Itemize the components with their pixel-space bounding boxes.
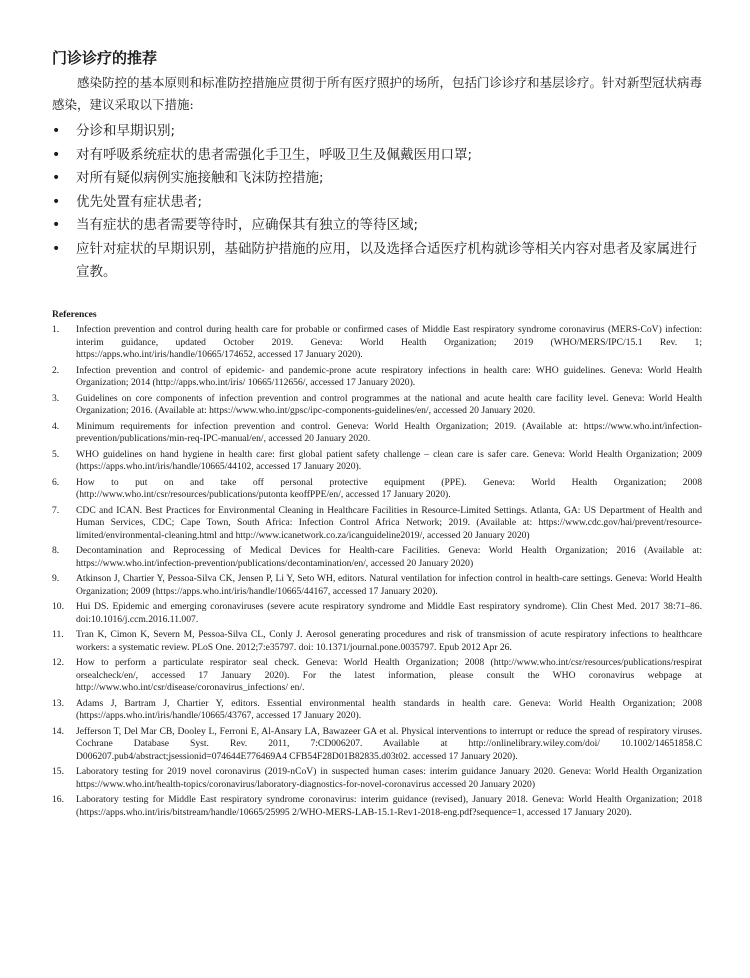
reference-item (52, 324, 702, 362)
reference-item (52, 601, 702, 626)
reference-text: Decontamination and Reprocessing of Medical Devices for Health-care Facilities. Geneva: World Health Organization; 2016 (Available at: https://www.who.int/infection-prevention/publications/decontamination/en/, accessed 20 January 2020) (76, 545, 702, 569)
reference-number: 13. (52, 697, 64, 709)
reference-text: Jefferson T, Del Mar CB, Dooley L, Ferroni E, Al-Ansary LA, Bawazeer GA et al. Physical interventions to interrupt or reduce the spread of respiratory viruses. Cochrane Database Syst. Rev. 2011, 7:CD006207. Available at http://onlinelibrary.wiley.com/doi/ 10.1002/14651858.C D006207.pub4/abstract;jsessionid=074644E776469A4 CFB54F28D01B82835.d03t02. accessed 17 January 2020). (76, 725, 702, 762)
reference-number: 4. (52, 420, 60, 432)
reference-number: 15. (52, 766, 64, 777)
reference-number: 16. (52, 794, 64, 805)
reference-item (52, 573, 702, 598)
measure-text: 对所有疑似病例实施接触和飞沫防控措施; (76, 170, 324, 186)
measure-text: 优先处置有症状患者; (76, 193, 203, 210)
bullet-icon: • (52, 217, 61, 233)
measure-text: 应针对症状的早期识别，基础防护措施的应用，以及选择合适医疗机构就诊等相关内容对患者及家属进行宣教。 (76, 240, 697, 280)
reference-item (52, 726, 702, 764)
reference-item (52, 698, 702, 723)
reference-item (52, 421, 702, 446)
measures-list (52, 120, 702, 285)
reference-number: 14. (52, 725, 64, 737)
measure-item (52, 214, 702, 238)
bullet-icon: • (52, 146, 61, 163)
reference-text: How to perform a particulate respirator seal check. Geneva: World Health Organization; 2008 (http://www.who.int/csr/resources/publications/respirat orsealcheck/en/, accessed 17 January 2020). For the latest information, please consult the WHO coronavirus webpage at http://www.who.int/csr/disease/coronavirus_infections/ en/. (76, 657, 702, 693)
reference-number: 7. (52, 504, 60, 516)
reference-text: Atkinson J, Chartier Y, Pessoa-Silva CK, Jensen P, Li Y, Seto WH, editors. Natural ventilation for infection control in health-care settings. Geneva: World Health Organization; 2009 (https://apps.who.int/iris/handle/10665/44167, accessed 17 January 2020). (76, 573, 702, 597)
reference-item (52, 477, 702, 502)
reference-number: 1. (52, 324, 60, 335)
reference-item (52, 766, 702, 791)
reference-text: Infection prevention and control during health care for probable or confirmed cases of Middle East respiratory syndrome coronavirus (MERS-CoV) infection: interim guidance, updated October 2019. Geneva: World Health Organization; 2019 (WHO/MERS/IPC/15.1 Rev. 1; https://apps.who.int/iris/handle/10665/174652, accessed 17 January 2020). (76, 324, 702, 360)
bullet-icon: • (52, 170, 61, 186)
bullet-icon: • (52, 240, 61, 257)
bullet-icon: • (52, 193, 61, 210)
measure-text: 分诊和早期识别; (76, 123, 176, 139)
reference-text: Tran K, Cimon K, Severn M, Pessoa-Silva CL, Conly J. Aerosol generating procedures and risk of transmission of acute respiratory infections to healthcare workers: a systematic review. PLoS One. 2012;7:e35797. doi: 10.1371/journal.pone.0035797. Epub 2012 Apr 26. (76, 629, 702, 653)
measure-item (52, 238, 702, 285)
measure-text: 当有症状的患者需要等待时，应确保其有独立的等待区域; (76, 217, 419, 233)
reference-number: 3. (52, 392, 60, 404)
reference-item (52, 794, 702, 819)
reference-number: 11. (52, 629, 64, 640)
reference-item (52, 449, 702, 474)
references-section (52, 309, 702, 820)
document-page (52, 48, 702, 822)
reference-item (52, 629, 702, 654)
reference-text: CDC and ICAN. Best Practices for Environmental Cleaning in Healthcare Facilities in Resource-Limited Settings. Atlanta, GA: US Department of Health and Human Services, CDC; Cape Town, South Africa: Infection Control Africa Network; 2019. (Available at: https://www.cdc.gov/hai/prevent/resource-limited/environmental-cleaning.html and http://www.icanetwork.co.za/icanguideline2019/, accessed 20 January 2020) (76, 504, 702, 541)
intro-paragraph: 感染防控的基本原则和标准防控措施应贯彻于所有医疗照护的场所，包括门诊诊疗和基层诊疗。针对新型冠状病毒感染，建议采取以下措施: (52, 75, 703, 112)
references-heading: References (52, 308, 97, 320)
measure-item (52, 144, 702, 168)
section-title: 门诊诊疗的推荐 (52, 49, 158, 67)
reference-number: 5. (52, 448, 60, 460)
reference-item (52, 505, 702, 543)
reference-number: 9. (52, 573, 60, 584)
reference-text: Laboratory testing for Middle East respiratory syndrome coronavirus: interim guidance (revised), January 2018. Geneva: World Health Organization; 2018 (https://apps.who.int/iris/bitstream/handle/10665/25995 2/WHO-MERS-LAB-15.1-Rev1-2018-eng.pdf?sequence=1, accessed 17 January 2020). (76, 794, 702, 818)
measure-item (52, 191, 702, 215)
reference-number: 6. (52, 476, 60, 488)
reference-text: Minimum requirements for infection prevention and control. Geneva: World Health Organization; 2019. (Available at: https://www.who.int/infection-prevention/publications/min-req-IPC-manual/en/, accessed 20 January 2020. (76, 420, 702, 444)
reference-item (52, 545, 702, 570)
reference-item (52, 657, 702, 695)
measure-item (52, 120, 702, 144)
reference-text: Adams J, Bartram J, Chartier Y, editors. Essential environmental health standards in health care. Geneva: World Health Organization; 2008 (https://apps.who.int/iris/handle/10665/43767, accessed 17 January 2020). (76, 697, 702, 721)
measure-text: 对有呼吸系统症状的患者需强化手卫生，呼吸卫生及佩戴医用口罩; (76, 146, 473, 163)
reference-number: 10. (52, 601, 64, 612)
reference-text: Laboratory testing for 2019 novel coronavirus (2019-nCoV) in suspected human cases: interim guidance January 2020. Geneva: World Health Organization https://www.who.int/health-topics/coronavirus/laboratory-diagnostics-for-novel-coronavirus accessed 20 January 2020) (76, 766, 702, 790)
measure-item (52, 167, 702, 191)
reference-text: How to put on and take off personal protective equipment (PPE). Geneva: World Health Organization; 2008 (http://www.who.int/csr/resources/publications/putonta keoffPPE/en/, accessed 17 January 2020). (76, 476, 702, 500)
bullet-icon: • (52, 123, 61, 139)
reference-item (52, 365, 702, 390)
reference-number: 2. (52, 364, 60, 376)
reference-item (52, 393, 702, 418)
reference-number: 8. (52, 545, 60, 556)
reference-text: Infection prevention and control of epidemic- and pandemic-prone acute respiratory infections in health care: WHO guidelines. Geneva: World Health Organization; 2014 (http://apps.who.int/iris/ 10665/112656/, accessed 17 January 2020). (76, 364, 702, 388)
reference-text: Guidelines on core components of infection prevention and control programmes at the national and acute health care facility level. Geneva: World Health Organization; 2016. (Available at: https://www.who.int/gpsc/ipc-components-guidelines/en/, accessed 20 January 2020. (76, 392, 702, 416)
reference-number: 12. (52, 657, 64, 668)
reference-text: WHO guidelines on hand hygiene in health care: first global patient safety challenge – clean care is safer care. Geneva: World Health Organization; 2009 (https://apps.who.int/iris/handle/10665/44102, accessed 17 January 2020). (76, 448, 702, 472)
reference-text: Hui DS. Epidemic and emerging coronaviruses (severe acute respiratory syndrome and Middle East respiratory syndrome). Clin Chest Med. 2017 38:71–86. doi:10.1016/j.ccm.2016.11.007. (76, 601, 702, 625)
